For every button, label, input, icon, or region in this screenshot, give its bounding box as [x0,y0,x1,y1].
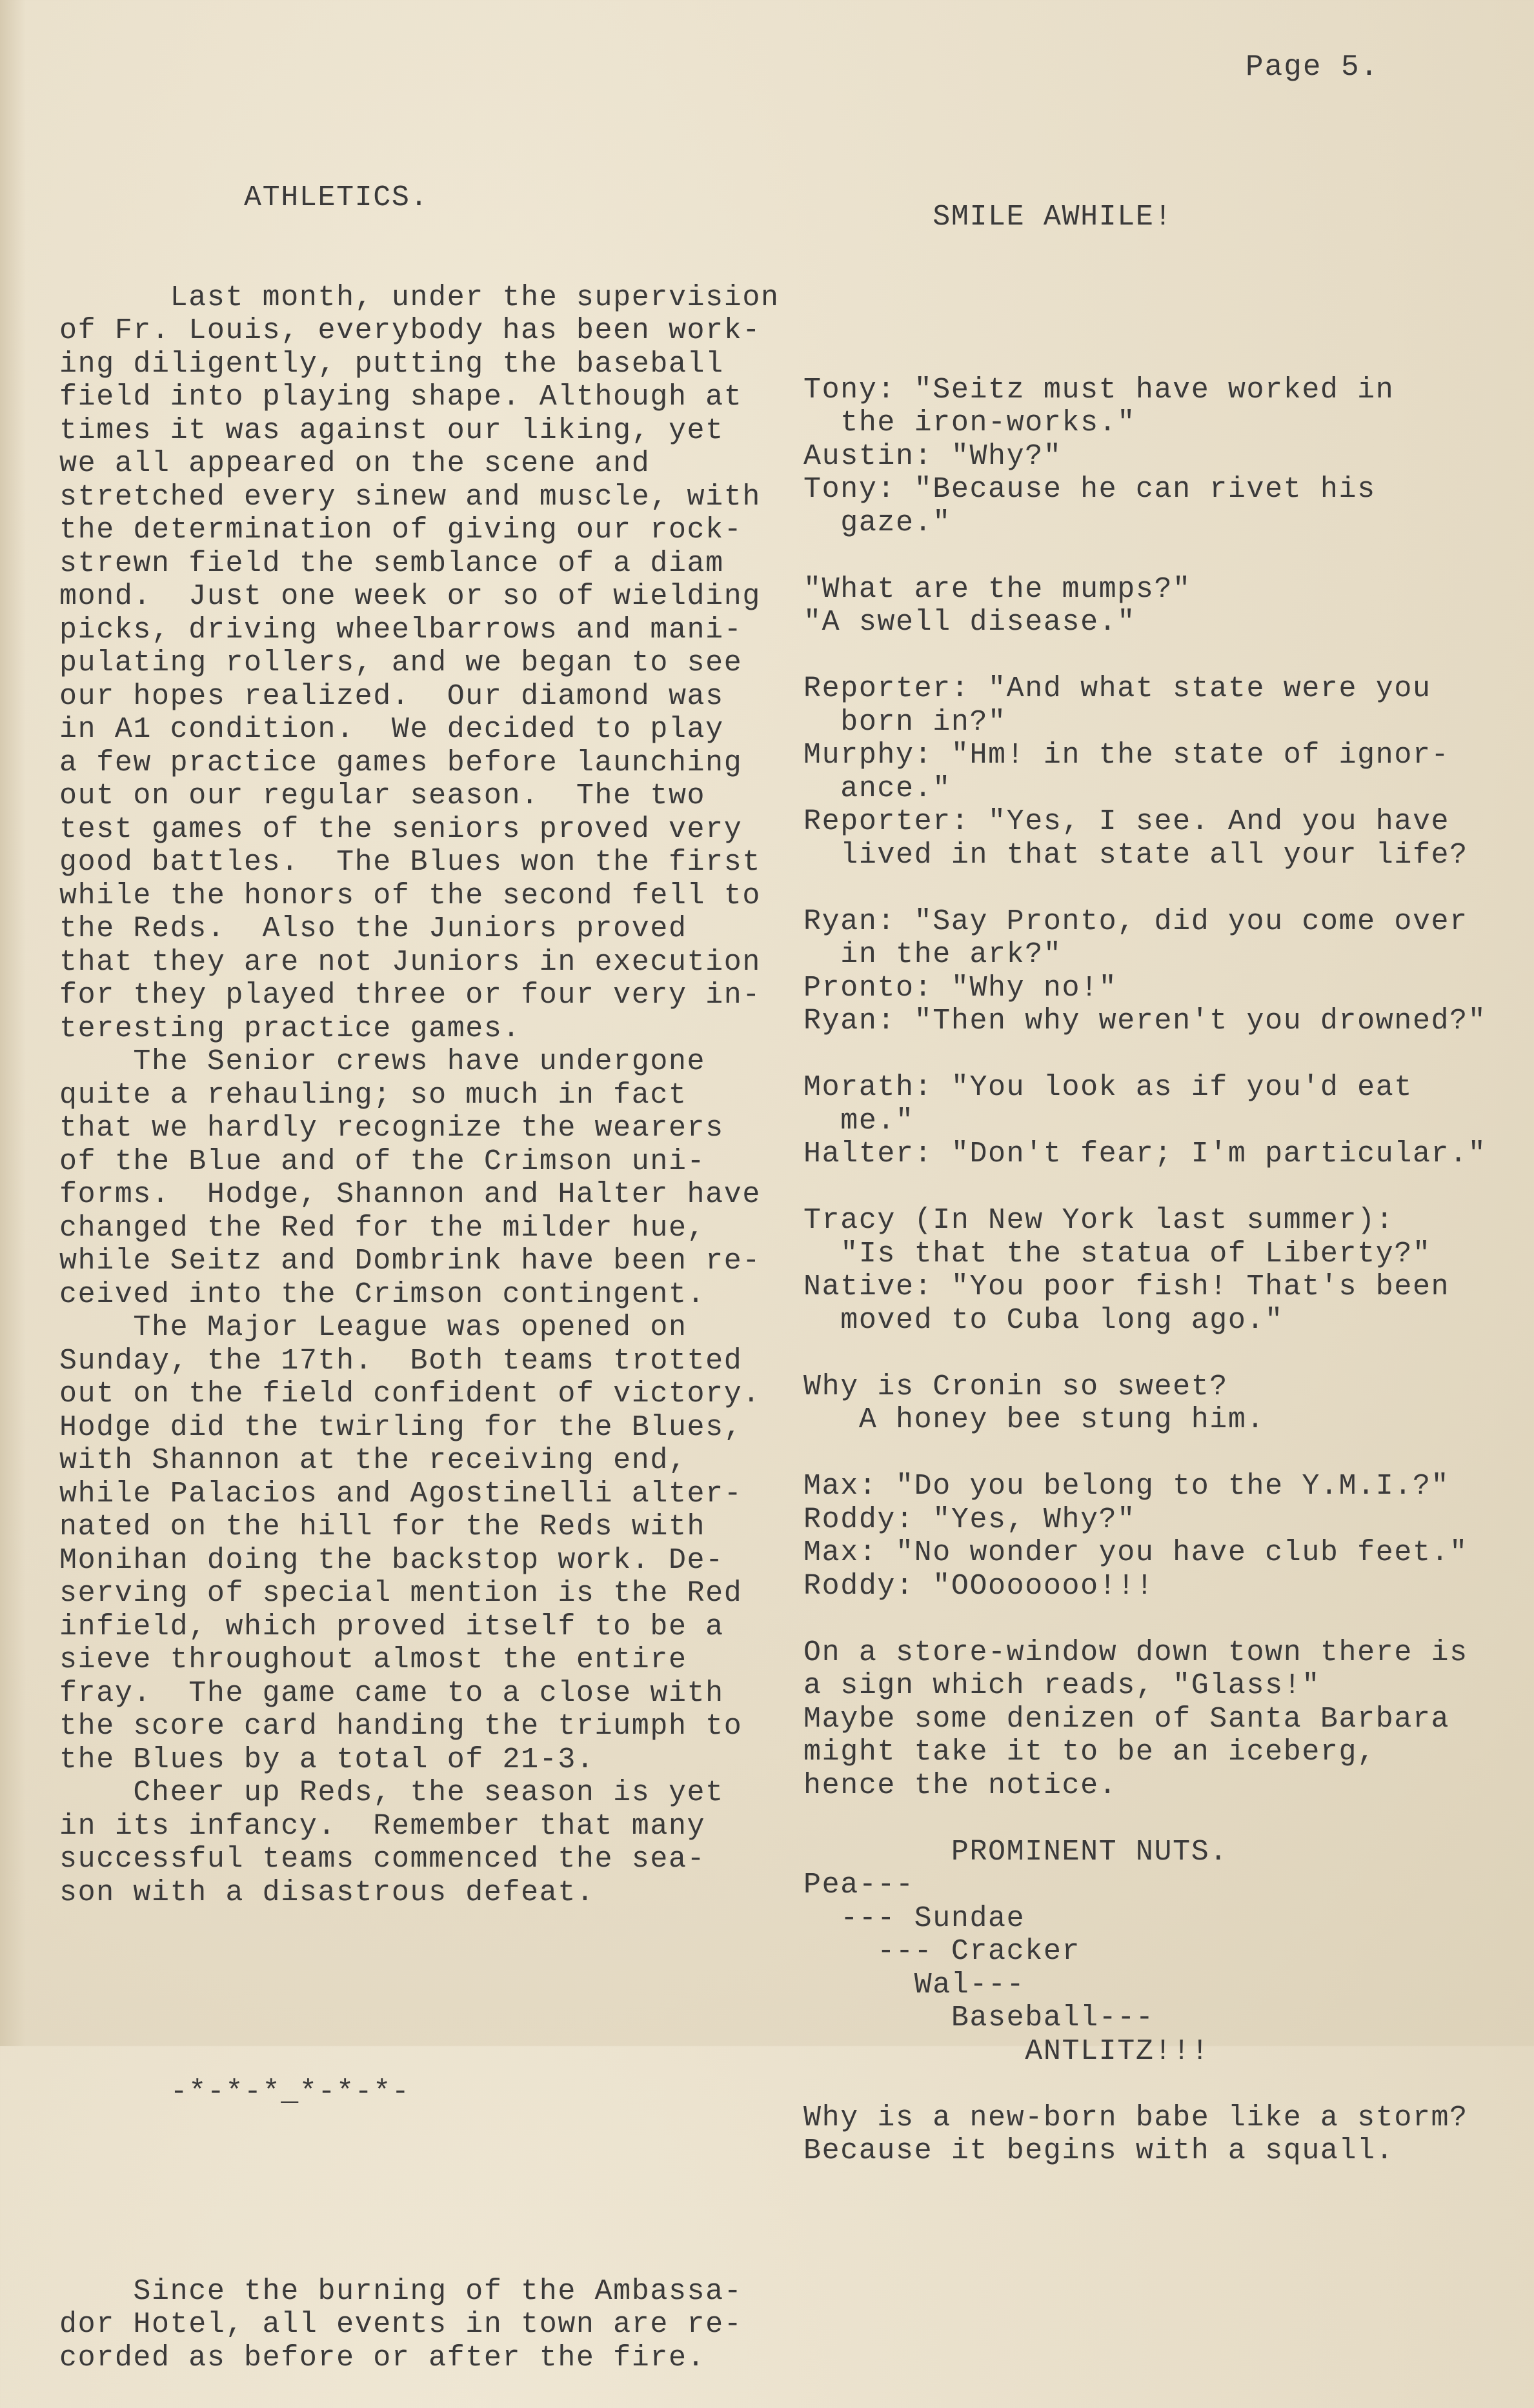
athletics-article-body [59,281,802,1910]
text-line [803,2068,1526,2102]
text-line: a few practice games before launching [59,746,743,779]
text-line: Since the burning of the Ambassa- [59,2274,743,2308]
text-line: Tracy (In New York last summer): [803,1204,1395,1237]
text-line: of the Blue and of the Crimson uni- [59,1145,706,1178]
text-line [803,1337,1526,1370]
text-line: teresting practice games. [59,1012,521,1045]
text-line: Tony: "Because he can rivet his [803,473,1376,506]
text-line: strewn field the semblance of a diam [59,547,724,580]
text-line: in A1 condition. We decided to play [59,713,724,746]
text-line: Wal--- [803,1968,1025,2002]
text-line: picks, driving wheelbarrows and mani- [59,613,743,647]
text-line: Sunday, the 17th. Both teams trotted [59,1344,743,1378]
text-line: Ryan: "Then why weren't you drowned?" [803,1005,1487,1038]
text-line: --- Sundae [803,1901,1025,1935]
text-line: that they are not Juniors in execution [59,945,761,979]
text-line: Last month, under the supervision [59,281,780,314]
text-line: On a store-window down town there is [803,1636,1468,1669]
text-line: infield, which proved itself to be a [59,1610,724,1643]
text-line: Murphy: "Hm! in the state of ignor- [803,739,1450,772]
text-line: Pronto: "Why no!" [803,971,1118,1005]
text-line: Ryan: "Say Pronto, did you come over [803,905,1468,938]
text-line: ANTLITZ!!! [803,2034,1210,2068]
text-line: PROMINENT NUTS. [803,1835,1228,1869]
text-line: successful teams commenced the sea- [59,1843,706,1876]
text-line: hence the notice. [803,1769,1118,1802]
text-line: Austin: "Why?" [803,439,1062,473]
text-line: --- Cracker [803,1935,1081,1968]
page-edge-shadow [0,0,26,2046]
text-line [803,1802,1526,1836]
smile-awhile-heading: SMILE AWHILE! [803,201,1173,234]
text-line: Monihan doing the backstop work. De- [59,1543,724,1577]
spacer [59,1976,802,2009]
text-line: while the honors of the second fell to [59,879,761,912]
text-line: forms. Hodge, Shannon and Halter have [59,1178,761,1211]
text-line: Morath: "You look as if you'd eat [803,1071,1413,1104]
text-line: out on the field confident of victory. [59,1378,761,1410]
text-line: Pea--- [803,1869,914,1901]
athletics-column [59,115,802,2408]
text-line: stretched every sinew and muscle, with [59,480,761,514]
text-line: the Blues by a total of 21-3. [59,1743,595,1776]
text-line: Max: "Do you belong to the Y.M.I.?" [803,1470,1450,1503]
text-line [803,872,1526,905]
text-line: pulating rollers, and we began to see [59,647,743,679]
text-line: The Senior crews have undergone [59,1045,706,1078]
text-line: Native: "You poor fish! That's been [803,1270,1450,1303]
text-line: ceived into the Crimson contingent. [59,1278,706,1311]
text-line: the score card handing the triumph to [59,1710,743,1743]
text-line: the iron-works." [803,406,1136,439]
text-line: out on our regular season. The two [59,779,706,812]
ambassador-hotel-note [59,2275,802,2375]
text-line: might take it to be an iceberg, [803,1736,1376,1769]
text-line: a sign which reads, "Glass!" [803,1669,1320,1702]
spacer [803,301,1526,307]
text-line [803,1038,1526,1072]
text-line: corded as before or after the fire. [59,2341,706,2374]
section-divider: -*-*-*_*-*-*- [59,2075,410,2109]
athletics-heading: ATHLETICS. [59,181,429,214]
text-line: Halter: "Don't fear; I'm particular." [803,1138,1487,1170]
text-line: ing diligently, putting the baseball [59,347,724,381]
text-line: gaze." [803,506,951,539]
text-line: Why is Cronin so sweet? [803,1370,1228,1403]
text-line: The Major League was opened on [59,1311,687,1344]
text-line: Reporter: "And what state were you [803,672,1431,705]
text-line: ance." [803,772,951,805]
page-number: Page 5. [1246,50,1380,84]
text-line: good battles. The Blues won the first [59,846,761,879]
text-line: our hopes realized. Our diamond was [59,679,724,713]
text-line: Hodge did the twirling for the Blues, [59,1410,743,1444]
text-line: Baseball--- [803,2002,1155,2034]
text-line: son with a disastrous defeat. [59,1876,595,1909]
text-line: test games of the seniors proved very [59,812,743,846]
text-line: lived in that state all your life? [803,838,1468,872]
text-line: field into playing shape. Although at [59,381,743,414]
text-line: sieve throughout almost the entire [59,1643,687,1676]
text-line [803,539,1526,573]
smile-awhile-column [803,134,1526,2201]
text-line: Why is a new-born babe like a storm? [803,2101,1468,2134]
text-line: Roddy: "OOoooooo!!! [803,1569,1155,1603]
text-line: we all appeared on the scene and [59,447,651,480]
text-line [803,1171,1526,1205]
text-line: moved to Cuba long ago." [803,1303,1284,1337]
text-line: while Palacios and Agostinelli alter- [59,1477,743,1510]
text-line: Max: "No wonder you have club feet." [803,1536,1468,1569]
text-line [803,639,1526,673]
text-line: mond. Just one week or so of wielding [59,580,761,613]
text-line [803,1603,1526,1636]
text-line: the Reds. Also the Juniors proved [59,912,687,945]
text-line: "Is that the statua of Liberty?" [803,1237,1431,1270]
text-line [803,1437,1526,1470]
jokes-body [803,374,1526,2168]
text-line: that we hardly recognize the wearers [59,1112,724,1145]
text-line: Tony: "Seitz must have worked in [803,373,1395,406]
text-line: Cheer up Reds, the season is yet [59,1776,724,1809]
text-line: times it was against our liking, yet [59,414,724,447]
text-line: serving of special mention is the Red [59,1577,743,1610]
text-line: "What are the mumps?" [803,572,1191,606]
text-line: in the ark?" [803,938,1062,971]
text-line: in its infancy. Remember that many [59,1809,706,1843]
text-line: fray. The game came to a close with [59,1676,724,1710]
text-line: me." [803,1104,914,1138]
text-line: of Fr. Louis, everybody has been work- [59,314,761,347]
text-line: quite a rehauling; so much in fact [59,1078,687,1112]
text-line: dor Hotel, all events in town are re- [59,2308,743,2341]
text-line: "A swell disease." [803,606,1136,639]
text-line: changed the Red for the milder hue, [59,1211,706,1245]
text-line: while Seitz and Dombrink have been re- [59,1245,761,1278]
text-line: Reporter: "Yes, I see. And you have [803,805,1450,838]
text-line: the determination of giving our rock- [59,514,743,547]
text-line: born in?" [803,705,1007,739]
spacer [59,2175,802,2209]
text-line: with Shannon at the receiving end, [59,1444,687,1477]
text-line: nated on the hill for the Reds with [59,1510,706,1543]
text-line: Maybe some denizen of Santa Barbara [803,1702,1450,1736]
text-line: Because it begins with a squall. [803,2134,1395,2167]
text-line: A honey bee stung him. [803,1403,1266,1436]
text-line: Roddy: "Yes, Why?" [803,1503,1136,1536]
text-line: for they played three or four very in- [59,979,761,1012]
